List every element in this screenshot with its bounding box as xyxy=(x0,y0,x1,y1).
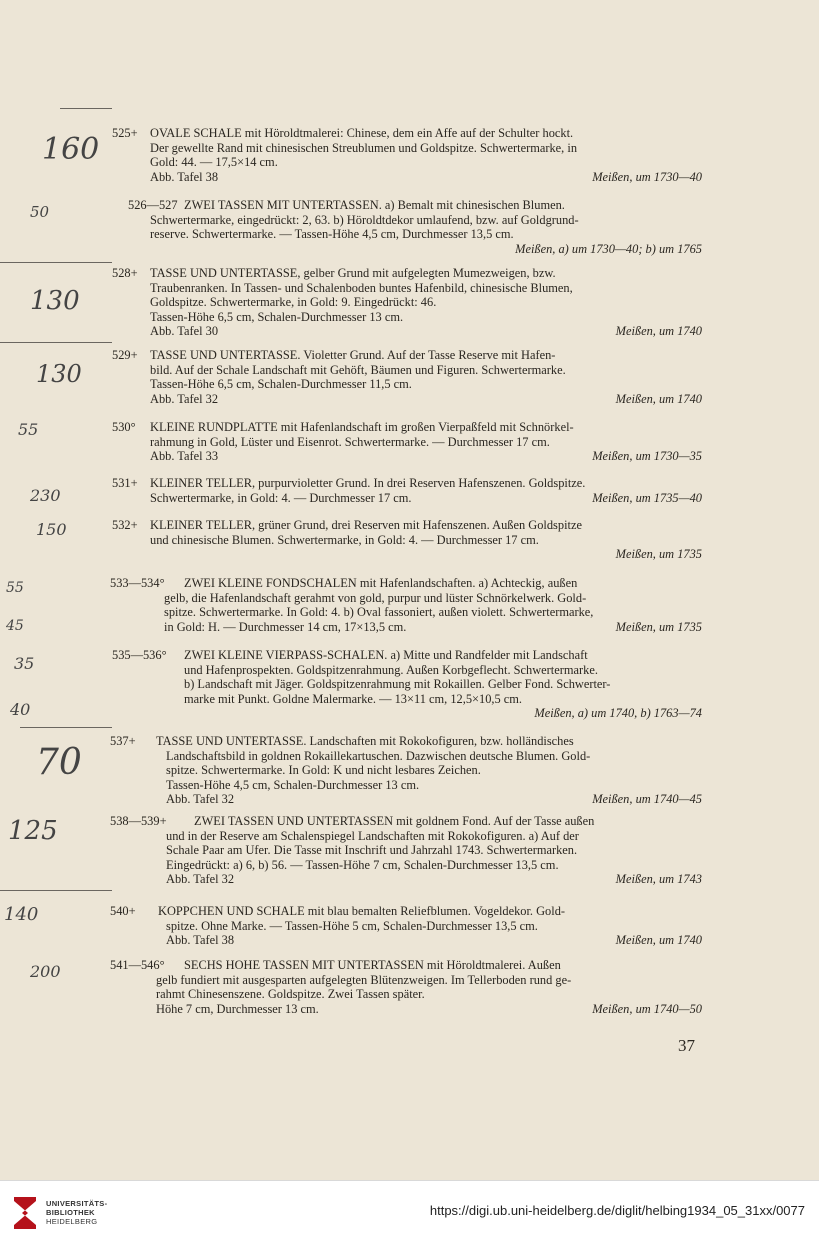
lot-number: 533—534° xyxy=(110,576,165,590)
origin-date: Meißen, um 1740 xyxy=(615,391,702,406)
margin-note: 45 xyxy=(6,618,24,634)
margin-note: 50 xyxy=(30,203,50,221)
margin-note: 55 xyxy=(6,580,24,596)
margin-rule xyxy=(0,890,112,891)
entry-text-line: ZWEI KLEINE FONDSCHALEN mit Hafenlandschaften. a) Achteckig, außen xyxy=(184,576,578,590)
lot-number: 535—536° xyxy=(112,648,167,662)
entry-text-line: Tassen-Höhe 6,5 cm, Schalen-Durchmesser 11,5 cm. xyxy=(150,377,412,392)
entry-text-line: spitze. Schwertermarke. In Gold: 4. b) Oval fassoniert, außen violett. Schwertermarke, xyxy=(164,605,594,620)
lot-number: 528+ xyxy=(112,266,138,280)
catalog-entry xyxy=(112,420,702,464)
logo-line: HEIDELBERG xyxy=(46,1217,98,1226)
catalog-entry xyxy=(112,266,702,339)
entry-text-line: und in der Reserve am Schalenspiegel Landschaften mit Rokokofiguren. a) Auf der xyxy=(166,828,579,843)
lot-number: 537+ xyxy=(110,734,136,748)
origin-date: Meißen, a) um 1730—40; b) um 1765 xyxy=(515,241,702,256)
catalog-entry xyxy=(110,734,702,807)
margin-note: 150 xyxy=(36,520,67,539)
margin-note: 140 xyxy=(4,904,39,925)
lot-number: 530° xyxy=(112,420,136,434)
plate-reference: Abb. Tafel 32 xyxy=(166,792,235,807)
entry-text-line: Der gewellte Rand mit chinesischen Streublumen und Goldspitze. Schwertermarke, in xyxy=(150,140,578,155)
margin-note: 160 xyxy=(42,132,100,167)
entry-text-line: Eingedrückt: a) 6, b) 56. — Tassen-Höhe 7 cm, Schalen-Durchmesser 13,5 cm. xyxy=(166,857,559,872)
margin-note: 55 xyxy=(18,420,39,439)
margin-rule xyxy=(60,108,112,109)
entry-text-line: TASSE UND UNTERTASSE, gelber Grund mit aufgelegten Mumezweigen, bzw. xyxy=(150,266,556,280)
lot-number: 529+ xyxy=(112,348,138,362)
logo-line: UNIVERSITÄTS- xyxy=(46,1199,108,1208)
entry-text-line: Schale Paar am Ufer. Die Tasse mit Inschrift und Jahrzahl 1743. Schwertermarken. xyxy=(166,843,578,858)
plate-reference: Abb. Tafel 38 xyxy=(150,169,219,184)
margin-note: 200 xyxy=(30,962,61,981)
entry-text-line: TASSE UND UNTERTASSE. Violetter Grund. Auf der Tasse Reserve mit Hafen- xyxy=(150,348,556,362)
entry-text-line: TASSE UND UNTERTASSE. Landschaften mit Rokokofiguren, bzw. holländisches xyxy=(156,734,574,748)
entry-text-line: gelb, die Hafenlandschaft gerahmt von gold, purpur und lüster Schnörkelwerk. Gold- xyxy=(164,590,587,605)
entry-text-line: ZWEI KLEINE VIERPASS-SCHALEN. a) Mitte und Randfelder mit Landschaft xyxy=(184,648,588,662)
entry-text-line: spitze. Schwertermarke. In Gold: K und nicht lesbares Zeichen. xyxy=(166,763,481,778)
entry-text-line: KLEINER TELLER, grüner Grund, drei Reserven mit Hafenszenen. Außen Goldspitze xyxy=(150,518,582,532)
lot-number: 538—539+ xyxy=(110,814,167,828)
origin-date: Meißen, um 1730—40 xyxy=(592,169,702,184)
entry-text-line: Gold: 44. — 17,5×14 cm. xyxy=(150,155,278,170)
lot-number: 541—546° xyxy=(110,958,165,972)
permalink-url[interactable]: https://digi.ub.uni-heidelberg.de/diglit/helbing1934_05_31xx/0077 xyxy=(429,1203,805,1218)
margin-note: 35 xyxy=(14,654,35,673)
entry-text-line: ZWEI TASSEN UND UNTERTASSEN mit goldnem Fond. Auf der Tasse außen xyxy=(194,814,595,828)
origin-date: Meißen, um 1740—45 xyxy=(592,792,702,807)
entry-text-line: Höhe 7 cm, Durchmesser 13 cm. xyxy=(156,1001,319,1016)
margin-rule xyxy=(20,727,112,728)
margin-rule xyxy=(0,342,112,343)
catalog-entry xyxy=(112,648,702,721)
page-number: 37 xyxy=(678,1036,695,1055)
origin-date: Meißen, um 1735 xyxy=(615,619,702,634)
margin-note: 70 xyxy=(36,742,82,783)
catalog-entry xyxy=(110,814,702,887)
origin-date: Meißen, um 1735 xyxy=(615,547,702,562)
origin-date: Meißen, um 1740 xyxy=(615,324,702,339)
library-logo-icon xyxy=(10,1195,40,1231)
origin-date: Meißen, um 1743 xyxy=(615,872,702,887)
margin-rule xyxy=(0,262,112,263)
catalog-entry xyxy=(110,576,702,634)
entry-text-line: b) Landschaft mit Jäger. Goldspitzenrahmung mit Rokaillen. Gelber Fond. Schwerter- xyxy=(184,677,611,692)
catalog-entry xyxy=(110,904,702,948)
entry-text-line: OVALE SCHALE mit Höroldtmalerei: Chinese, dem ein Affe auf der Schulter hockt. xyxy=(150,126,574,140)
entry-text-line: und chinesische Blumen. Schwertermarke, in Gold: 4. — Durchmesser 17 cm. xyxy=(150,532,539,547)
lot-number: 540+ xyxy=(110,904,136,918)
entry-text-line: gelb fundiert mit ausgesparten aufgelegten Blütenzweigen. Im Tellerboden rund ge- xyxy=(156,972,572,987)
plate-reference: Abb. Tafel 32 xyxy=(150,391,219,406)
entry-text-line: rahmt Chinesenszene. Goldspitze. Zwei Tassen später. xyxy=(156,987,425,1002)
margin-note: 130 xyxy=(30,286,80,316)
plate-reference: Abb. Tafel 32 xyxy=(166,872,235,887)
entry-text-line: Schwertermarke, eingedrückt: 2, 63. b) Höroldtdekor umlaufend, bzw. auf Goldgrund- xyxy=(150,212,579,227)
library-footer xyxy=(0,1180,819,1245)
origin-date: Meißen, um 1735—40 xyxy=(592,490,702,505)
catalog-entry xyxy=(112,126,702,184)
entry-text-line: KLEINER TELLER, purpurvioletter Grund. In drei Reserven Hafenszenen. Goldspitze. xyxy=(150,476,586,490)
entry-text-line: in Gold: H. — Durchmesser 14 cm, 17×13,5 cm. xyxy=(164,619,407,634)
entry-text-line: Tassen-Höhe 4,5 cm, Schalen-Durchmesser 13 cm. xyxy=(166,777,420,792)
entry-text-line: spitze. Ohne Marke. — Tassen-Höhe 5 cm, Schalen-Durchmesser 13,5 cm. xyxy=(166,918,538,933)
entry-text-line: marke mit Punkt. Goldne Malermarke. — 13×11 cm, 12,5×10,5 cm. xyxy=(184,691,523,706)
origin-date: Meißen, um 1730—35 xyxy=(592,449,702,464)
entry-text-line: Landschaftsbild in goldnen Rokaillekartuschen. Dazwischen deutsche Blumen. Gold- xyxy=(166,748,591,763)
plate-reference: Abb. Tafel 33 xyxy=(150,449,219,464)
origin-date: Meißen, um 1740 xyxy=(615,933,702,948)
logo-line: BIBLIOTHEK xyxy=(46,1208,95,1217)
entry-text-line: KLEINE RUNDPLATTE mit Hafenlandschaft im großen Vierpaßfeld mit Schnörkel- xyxy=(150,420,574,434)
lot-number: 532+ xyxy=(112,518,138,532)
origin-date: Meißen, um 1740—50 xyxy=(592,1001,702,1016)
lot-number: 531+ xyxy=(112,476,138,490)
entry-text-line: Traubenranken. In Tassen- und Schalenboden buntes Hafenbild, chinesische Blumen, xyxy=(150,280,573,295)
origin-date: Meißen, a) um 1740, b) 1763—74 xyxy=(534,706,702,721)
lot-number: 525+ xyxy=(112,126,138,140)
entry-text-line: rahmung in Gold, Lüster und Eisenrot. Schwertermarke. — Durchmesser 17 cm. xyxy=(150,434,550,449)
entry-text-line: und Hafenprospekten. Goldspitzenrahmung. Außen Korbgeflecht. Schwertermarke. xyxy=(184,662,598,677)
catalog-entry xyxy=(112,518,702,562)
margin-note: 130 xyxy=(36,360,82,388)
entry-text-line: SECHS HOHE TASSEN MIT UNTERTASSEN mit Höroldtmalerei. Außen xyxy=(184,958,561,972)
catalog-entry xyxy=(112,348,702,406)
entry-text-line: reserve. Schwertermarke. — Tassen-Höhe 4,5 cm, Durchmesser 13,5 cm. xyxy=(150,227,514,242)
catalog-entry xyxy=(112,476,702,505)
margin-note: 125 xyxy=(8,816,58,846)
entry-text-line: Tassen-Höhe 6,5 cm, Schalen-Durchmesser 13 cm. xyxy=(150,309,404,324)
entry-text-line: Schwertermarke, in Gold: 4. — Durchmesser 17 cm. xyxy=(150,490,412,505)
plate-reference: Abb. Tafel 38 xyxy=(166,933,235,948)
entry-text-line: ZWEI TASSEN MIT UNTERTASSEN. a) Bemalt mit chinesischen Blumen. xyxy=(184,198,565,212)
library-logo-text xyxy=(46,1199,107,1226)
catalog-entry xyxy=(110,958,702,1016)
margin-note: 230 xyxy=(30,486,61,505)
lot-number: 526—527 xyxy=(128,198,178,212)
entry-text-line: Goldspitze. Schwertermarke, in Gold: 9. Eingedrückt: 46. xyxy=(150,295,437,310)
catalog-entry xyxy=(128,198,702,256)
plate-reference: Abb. Tafel 30 xyxy=(150,324,219,339)
margin-note: 40 xyxy=(10,700,31,719)
entry-text-line: bild. Auf der Schale Landschaft mit Gehöft, Bäumen und Figuren. Schwertermarke. xyxy=(150,362,566,377)
entry-text-line: KOPPCHEN UND SCHALE mit blau bemalten Reliefblumen. Vogeldekor. Gold- xyxy=(158,904,566,918)
